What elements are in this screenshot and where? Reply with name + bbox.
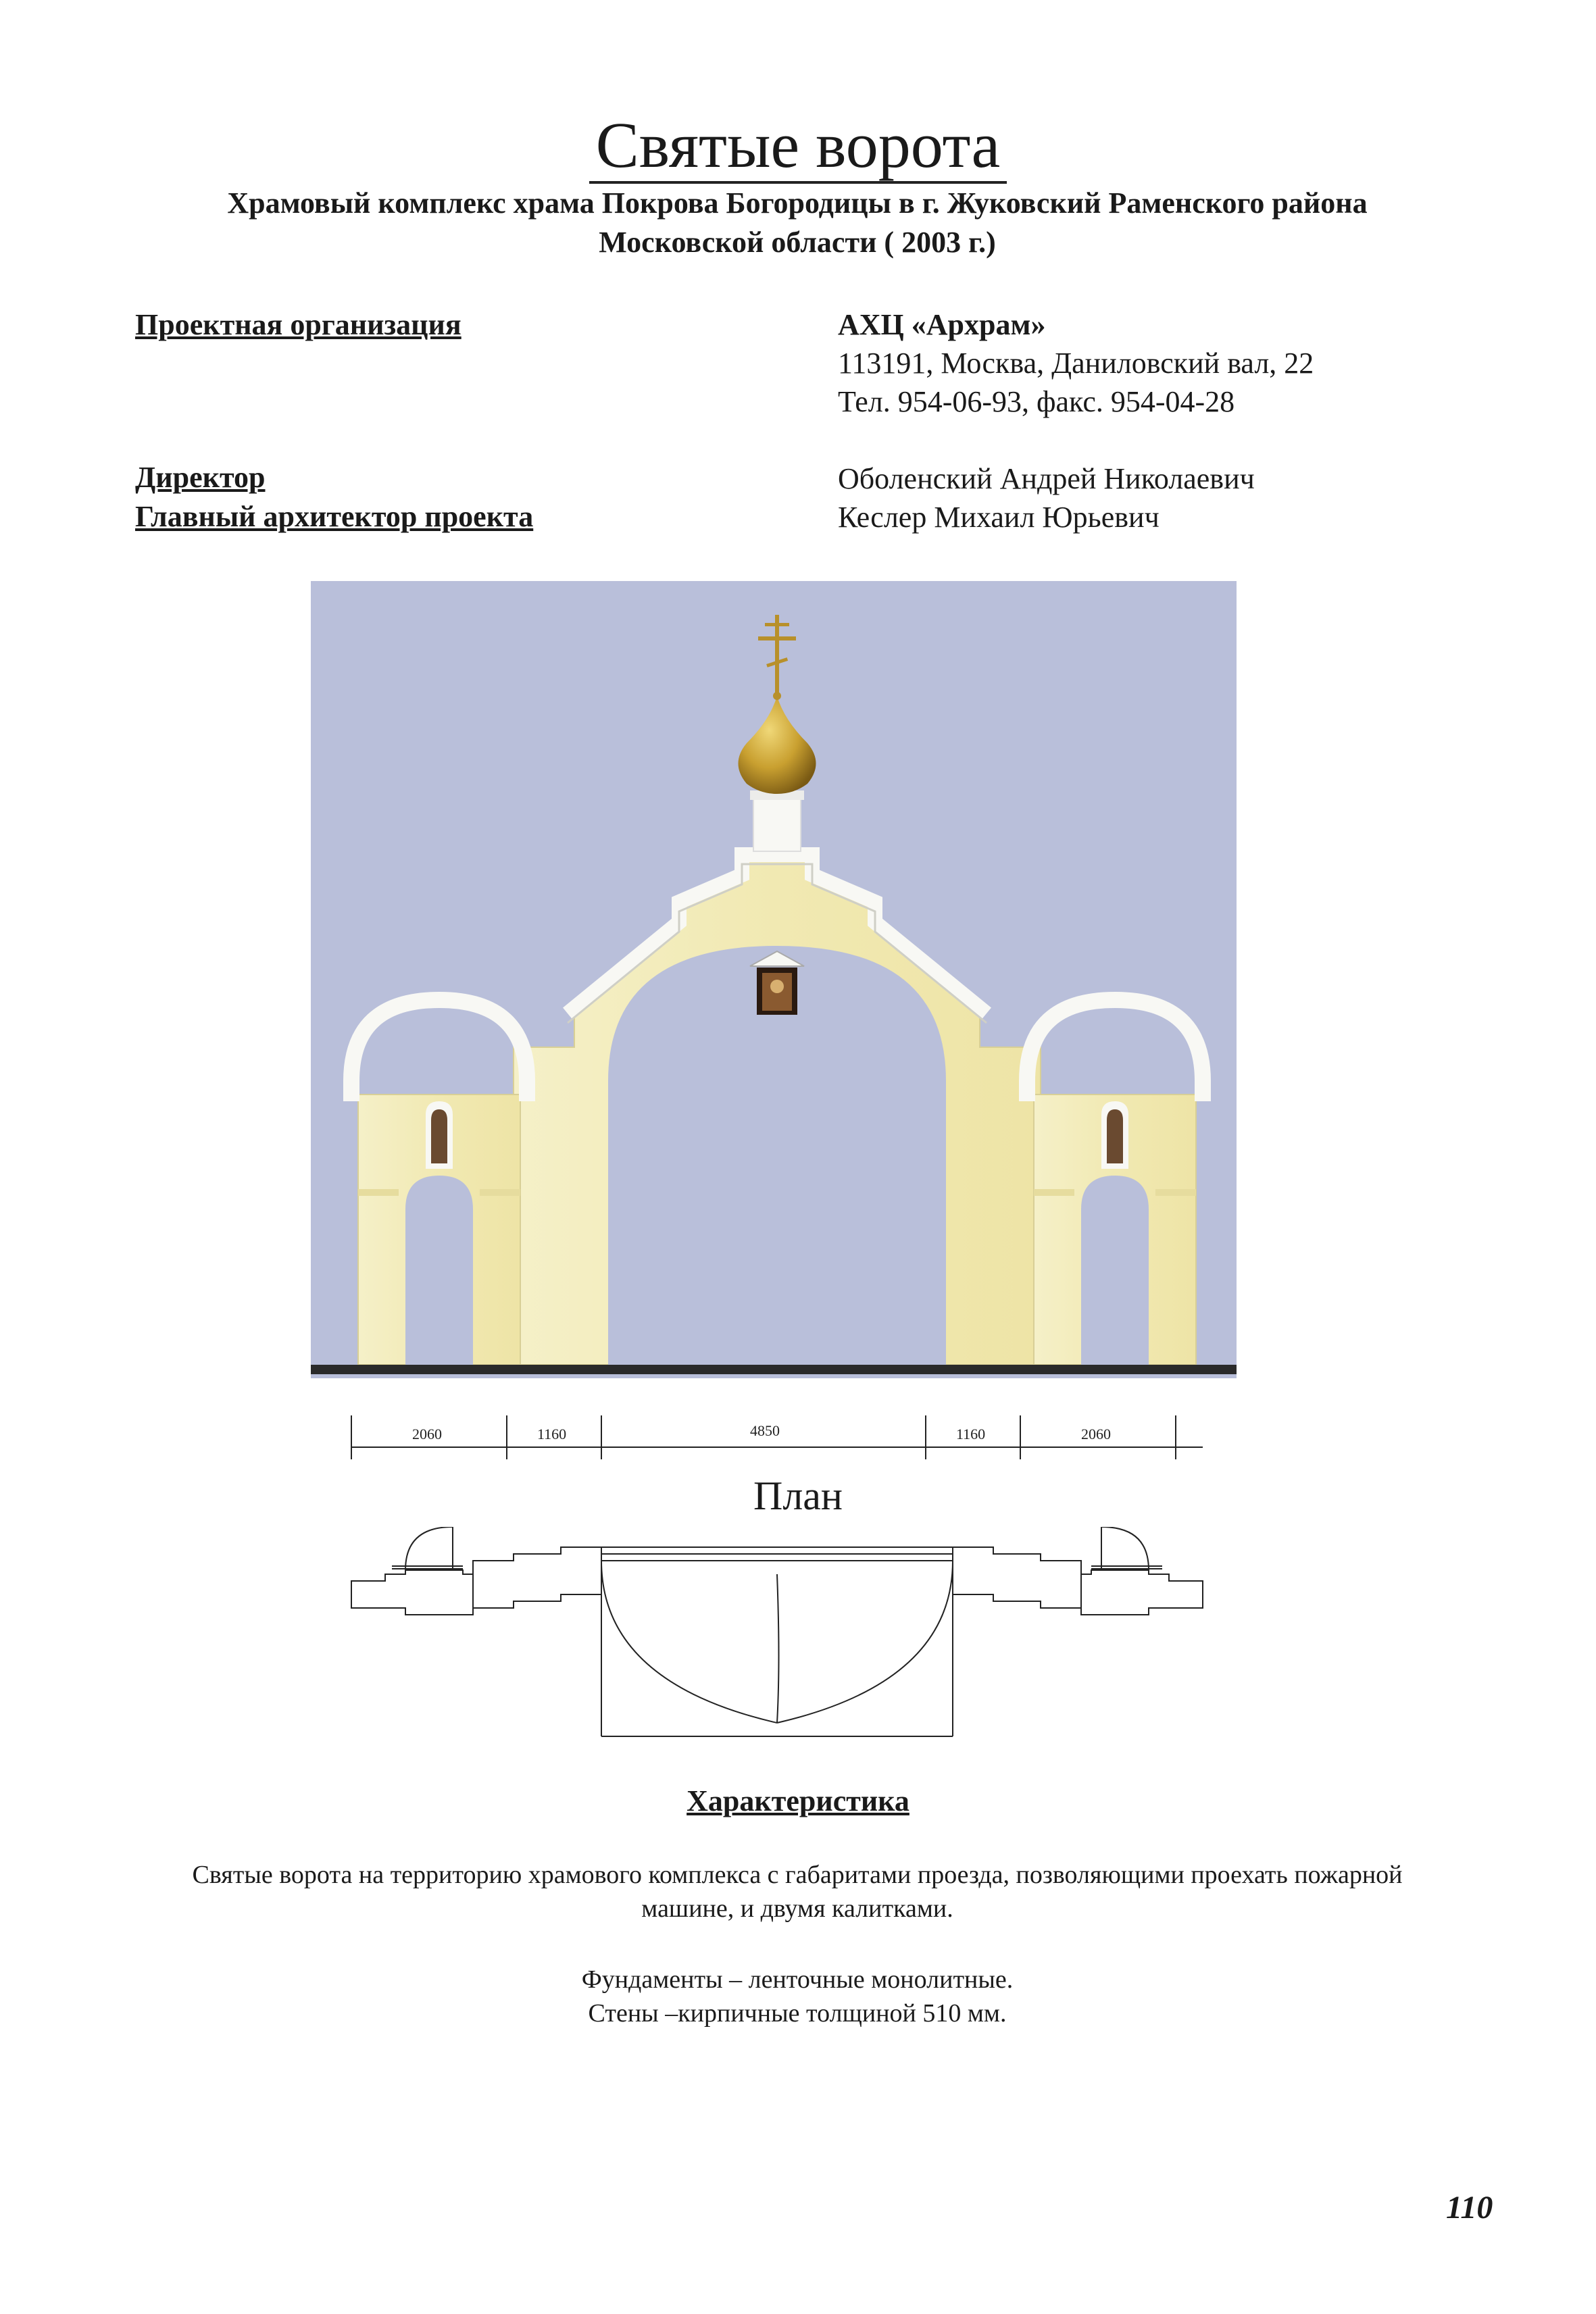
subtitle — [101, 184, 1493, 262]
dimension-label: 2060 — [1081, 1426, 1111, 1442]
gate-plan — [338, 1527, 1216, 1743]
page-number: 110 — [1446, 2190, 1493, 2225]
characteristics-title — [0, 1784, 1596, 1818]
subtitle-line-1: Храмовый комплекс храма Покрова Богородицы в г. Жуковский Раменского района — [227, 186, 1368, 220]
page-title-text: Святые ворота — [589, 109, 1007, 184]
characteristics-title-text: Характеристика — [687, 1784, 909, 1817]
org-name: АХЦ «Архрам» — [838, 308, 1046, 341]
dimension-label: 1160 — [956, 1426, 986, 1442]
foundation-note: Фундаменты – ленточные монолитные. — [581, 1965, 1014, 1994]
construction-notes — [88, 1963, 1507, 2030]
subtitle-line-2: Московской области ( 2003 г.) — [599, 226, 996, 259]
roles-labels — [135, 458, 533, 536]
org-info — [838, 305, 1314, 421]
architect-name: Кеслер Михаил Юрьевич — [838, 501, 1159, 534]
org-address: 113191, Москва, Даниловский вал, 22 — [838, 347, 1314, 380]
dimension-line — [338, 1405, 1216, 1466]
dimension-label: 1160 — [537, 1426, 567, 1442]
director-label: Директор — [135, 461, 266, 494]
dimension-label: 4850 — [750, 1422, 780, 1439]
gate-elevation — [311, 581, 1237, 1392]
roles-names — [838, 459, 1255, 536]
director-name: Оболенский Андрей Николаевич — [838, 462, 1255, 495]
ground-line — [311, 1365, 1237, 1374]
page-title — [0, 108, 1596, 182]
plan-label: План — [753, 1474, 843, 1518]
architect-label: Главный архитектор проекта — [135, 500, 534, 533]
description-line-2: машине, и двумя калитками. — [641, 1894, 953, 1923]
description-line-1: Святые ворота на территорию храмового комплекса с габаритами проезда, позволяющими проехать пожарной — [192, 1861, 1403, 1889]
description-paragraph — [88, 1858, 1507, 1926]
dimension-label: 2060 — [412, 1426, 442, 1442]
org-label: Проектная организация — [135, 308, 462, 341]
org-phone: Тел. 954-06-93, факс. 954-04-28 — [838, 385, 1235, 418]
walls-note: Стены –кирпичные толщиной 510 мм. — [588, 1999, 1007, 2028]
